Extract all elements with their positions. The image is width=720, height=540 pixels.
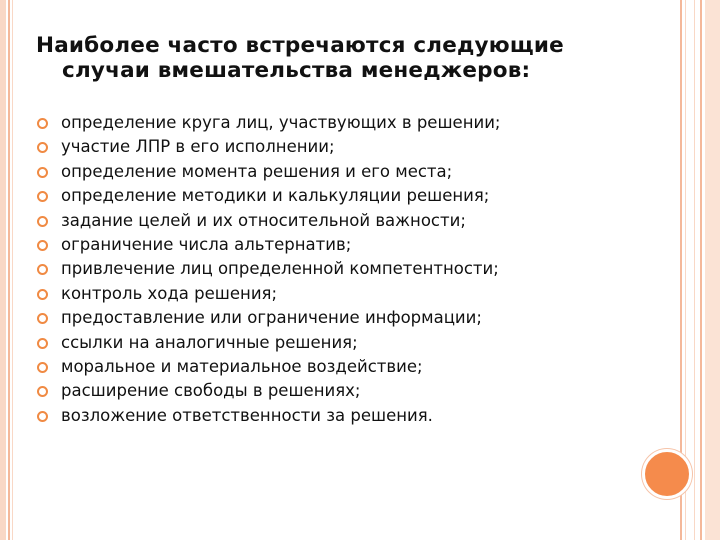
list-item — [36, 382, 636, 406]
left-border-line — [12, 0, 13, 540]
bullet-circle-icon — [37, 167, 48, 178]
list-item-text: определение методики и калькуляции решения; — [61, 186, 490, 206]
list-item — [36, 334, 636, 358]
list-item — [36, 138, 636, 162]
list-item-text: участие ЛПР в его исполнении; — [61, 137, 335, 157]
right-border-band — [705, 0, 720, 540]
right-border-line — [700, 0, 702, 540]
title-line-1: Наиболее часто встречаются следующие — [36, 33, 564, 58]
list-item-text: определение круга лиц, участвующих в решении; — [61, 113, 501, 132]
list-item-text: предоставление или ограничение информации; — [61, 308, 482, 328]
list-item — [36, 163, 636, 187]
list-item-text: контроль хода решения; — [61, 283, 278, 303]
list-item — [36, 187, 636, 211]
bullet-circle-icon — [37, 386, 48, 397]
bullet-circle-icon — [37, 411, 48, 422]
title-line-2: случаи вмешательства менеджеров: — [62, 58, 531, 83]
list-item — [36, 358, 636, 382]
list-item — [36, 285, 636, 309]
list-item-text: определение момента решения и его места; — [61, 161, 453, 181]
bullet-list — [36, 114, 636, 431]
left-decorative-border — [0, 0, 16, 540]
list-item-text: ссылки на аналогичные решения; — [61, 332, 358, 352]
list-item-text: возложение ответственности за решения. — [61, 405, 433, 425]
list-item-text: привлечение лиц определенной компетентности; — [61, 259, 499, 279]
list-item — [36, 114, 636, 138]
list-item — [36, 236, 636, 260]
bullet-circle-icon — [37, 338, 48, 349]
list-item — [36, 212, 636, 236]
bullet-circle-icon — [37, 362, 48, 373]
left-border-line — [8, 0, 10, 540]
list-item-text: ограничение числа альтернатив; — [61, 234, 352, 254]
list-item — [36, 260, 636, 284]
list-item — [36, 407, 636, 431]
bullet-circle-icon — [37, 191, 48, 202]
orange-circle-decoration — [642, 449, 692, 499]
list-item-text: моральное и материальное воздействие; — [61, 356, 423, 376]
bullet-circle-icon — [37, 216, 48, 227]
bullet-circle-icon — [37, 118, 48, 129]
bullet-circle-icon — [37, 240, 48, 251]
bullet-circle-icon — [37, 313, 48, 324]
list-item — [36, 309, 636, 333]
bullet-circle-icon — [37, 289, 48, 300]
slide-title — [36, 33, 636, 83]
bullet-circle-icon — [37, 142, 48, 153]
list-item-text: задание целей и их относительной важности; — [61, 210, 466, 230]
list-item-text: расширение свободы в решениях; — [61, 381, 361, 401]
right-border-line — [694, 0, 695, 540]
left-border-band — [0, 0, 6, 540]
bullet-circle-icon — [37, 264, 48, 275]
